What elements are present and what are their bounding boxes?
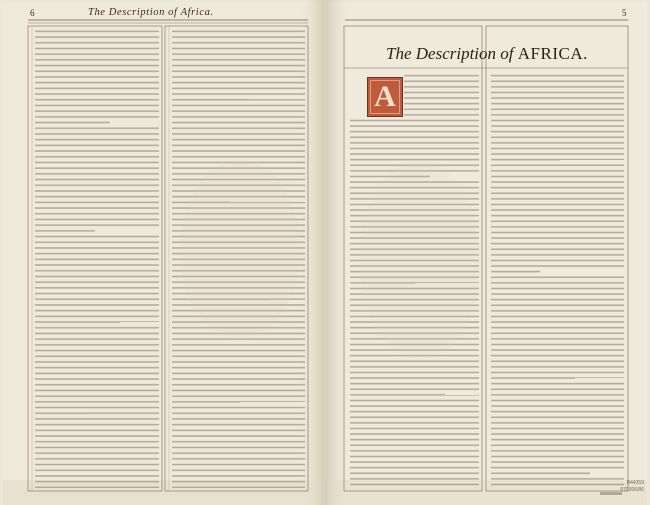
right-column-2-text xyxy=(491,74,624,488)
left-running-header: The Description of Africa. xyxy=(88,7,214,18)
left-column-1-text xyxy=(35,29,159,488)
right-page-title xyxy=(386,44,588,64)
right-page-number: 5 xyxy=(622,8,627,18)
right-column-1-text-top xyxy=(404,74,479,118)
archive-mark xyxy=(620,480,644,494)
left-page-number: 6 xyxy=(30,8,35,18)
decorated-drop-cap: A xyxy=(367,77,403,117)
archive-mark-line2: 970306/86 xyxy=(620,487,644,493)
title-lead: The Description of xyxy=(386,44,514,63)
center-fold xyxy=(300,0,350,505)
archive-mark-line1: B44359 xyxy=(626,480,644,486)
title-name: AFRICA. xyxy=(517,44,588,63)
